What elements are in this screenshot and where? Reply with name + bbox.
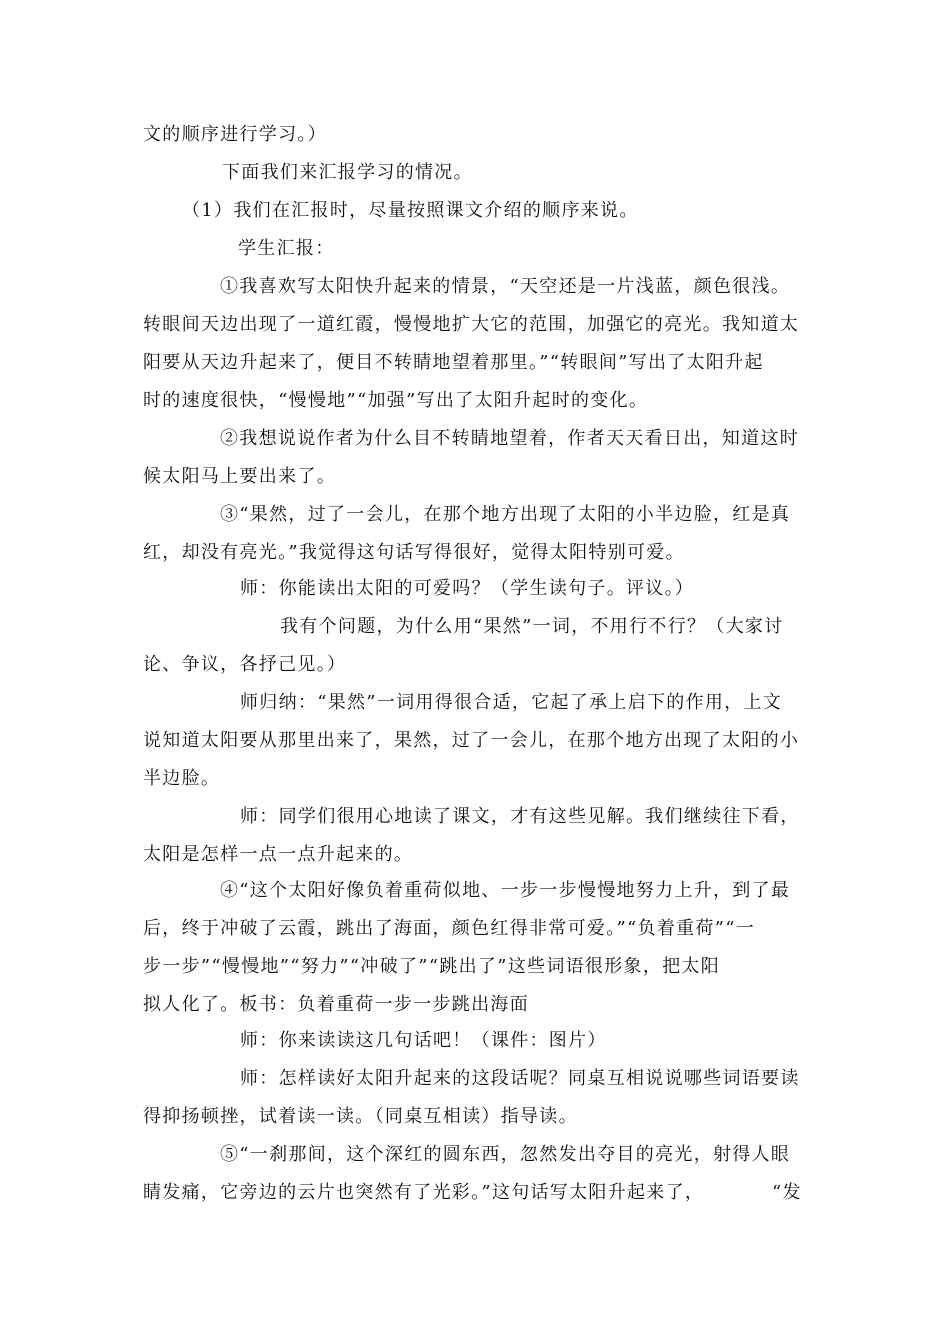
text-line: 文的顺序进行学习。）	[143, 124, 327, 145]
text-line: ②我想说说作者为什么目不转睛地望着，作者天天看日出，知道这时	[220, 428, 799, 449]
text-line: 论、争议，各抒己见。）	[143, 654, 347, 675]
text-line: “发	[772, 1182, 802, 1203]
text-line: 师归纳：“果然”一词用得很合适，它起了承上启下的作用，上文	[240, 692, 783, 713]
text-line: 拟人化了。板书：负着重荷一步一步跳出海面	[143, 994, 529, 1015]
text-line: 说知道太阳要从那里出来了，果然，过了一会儿，在那个地方出现了太阳的小	[143, 730, 800, 751]
text-line: ⑤“一刹那间，这个深红的圆东西，忽然发出夺目的亮光，射得人眼	[220, 1144, 791, 1165]
text-line: 我有个问题，为什么用“果然”一词，不用行不行？（大家讨	[280, 616, 784, 637]
text-line: 师：你来读读这几句话吧！（课件：图片）	[240, 1030, 607, 1051]
text-line: 太阳是怎样一点一点升起来的。	[143, 844, 414, 865]
text-line: 时的速度很快，“慢慢地”“加强”写出了太阳升起时的变化。	[143, 390, 649, 411]
text-line: 师：你能读出太阳的可爱吗？（学生读句子。评议。）	[240, 578, 695, 599]
text-line: 半边脸。	[143, 768, 221, 789]
text-line: 阳要从天边升起来了，便目不转睛地望着那里。”“转眼间”写出了太阳升起	[143, 352, 764, 373]
text-line: 候太阳马上要出来了。	[143, 466, 336, 487]
text-line: 师：同学们很用心地读了课文，才有这些见解。我们继续往下看，	[240, 806, 800, 827]
text-line: 睛发痛，它旁边的云片也突然有了光彩。”这句话写太阳升起来了，	[143, 1182, 705, 1203]
text-line: ③“果然，过了一会儿，在那个地方出现了太阳的小半边脸，红是真	[220, 504, 791, 525]
text-line: 转眼间天边出现了一道红霞，慢慢地扩大它的范围，加强它的亮光。我知道太	[143, 314, 800, 335]
text-line: 下面我们来汇报学习的情况。	[222, 162, 473, 183]
text-line: ④“这个太阳好像负着重荷似地、一步一步慢慢地努力上升，到了最	[220, 880, 791, 901]
text-line: 步一步”“慢慢地”“努力”“冲破了”“跳出了”这些词语很形象，把太阳	[143, 956, 721, 977]
text-line: 得抑扬顿挫，试着读一读。（同桌互相读）指导读。	[143, 1106, 578, 1127]
text-line: 红，却没有亮光。”我觉得这句话写得很好，觉得太阳特别可爱。	[143, 542, 685, 563]
text-line: 师：怎样读好太阳升起来的这段话呢？同桌互相说说哪些词语要读	[240, 1068, 800, 1089]
text-line: 学生汇报：	[238, 238, 335, 259]
text-line: ①我喜欢写太阳快升起来的情景，“天空还是一片浅蓝，颜色很浅。	[220, 276, 791, 297]
text-line: （1）我们在汇报时，尽量按照课文介绍的顺序来说。	[182, 200, 639, 221]
text-line: 后，终于冲破了云霞，跳出了海面，颜色红得非常可爱。”“负着重荷”“一	[143, 918, 756, 939]
